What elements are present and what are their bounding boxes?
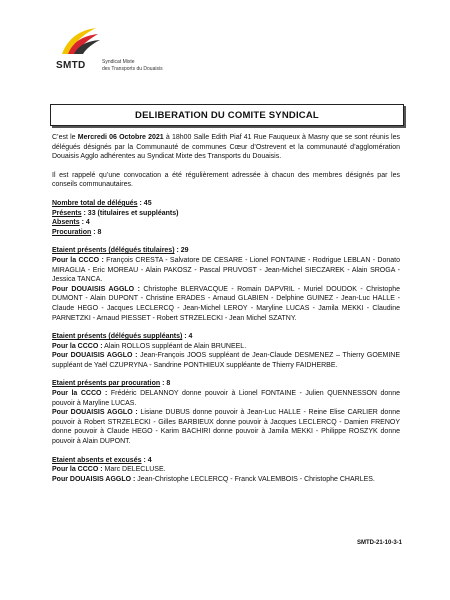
present-label: Présents — [52, 209, 82, 217]
document-reference: SMTD-21-10-3-1 — [356, 540, 402, 546]
logo-text: SMTD — [56, 60, 86, 71]
da-label: Pour DOUAISIS AGGLO : — [52, 475, 136, 483]
da-members — [52, 285, 400, 323]
section-count: : 4 — [182, 333, 193, 341]
ccco-text: Marc DELECLUSE. — [102, 466, 166, 474]
absent-label: Absents — [52, 219, 80, 227]
ccco-label: Pour la CCCO : — [52, 466, 103, 474]
ccco-members — [52, 389, 400, 408]
da-text: Christophe BLERVACQUE - Romain DAPVRIL - Muriel DOUDOK - Christophe DUMONT - Alain DUPONT - Christine ERADES - Arnaud GLABIEN - Delphine GUINEZ - Jean-Luc HALLE - Claude HEGO - Jacques LECLERCQ - Jean-Michel LEROY - Maryline LUCAS - Jamila MEKKI - Claudine PARNETZKI - Arnaud PIESSET - Robert STRZELECKI - Jean Michel SZATNY. — [52, 285, 400, 322]
ccco-text: Frédéric DELANNOY donne pouvoir à Lionel FONTAINE - Julien QUENNESSON donne pouvoir à Maryline LUCAS. — [52, 390, 400, 407]
da-text: Lisiane DUBUS donne pouvoir à Jean-Luc HALLE - Reine Elise CARLIER donne pouvoir à Robert STRZELECKI - Gilles BARBIEUX donne pouvoir à Jacques LECLERCQ - Damien FRENOY donne pouvoir à Claude HEGO - Karim BACHIRI donne pouvoir à Jamila MEKKI - Philippe ROSZYK donne pouvoir à Alain DUPONT. — [52, 409, 400, 446]
da-label: Pour DOUAISIS AGGLO : — [52, 409, 138, 417]
intro-paragraph — [52, 133, 400, 162]
da-label: Pour DOUAISIS AGGLO : — [52, 285, 140, 293]
logo-subtitle-line2: des Transports du Douaisis — [102, 65, 163, 72]
ccco-label: Pour la CCCO : — [52, 256, 104, 264]
convocation-paragraph: Il est rappelé qu’une convocation a été régulièrement adressée à chacun des membres désignés par les conseils communautaires. — [52, 171, 400, 189]
intro-text-start: C’est le — [52, 134, 78, 141]
section-suppleants — [52, 332, 400, 370]
da-label: Pour DOUAISIS AGGLO : — [52, 352, 138, 360]
absent-value: : 4 — [79, 219, 90, 227]
da-members — [52, 408, 400, 446]
ccco-members — [52, 256, 400, 285]
section-heading: Etaient présents par procuration — [52, 380, 161, 388]
da-text: Jean-François JOOS suppléant de Jean-Claude DESMENEZ – Thierry GOEMINE suppléant de Yaël CZUPRYNA - Sandrine PONTHIEUX suppléante de Thierry FAIDHERBE. — [52, 352, 400, 369]
section-absents — [52, 456, 400, 485]
da-members — [52, 475, 400, 485]
intro-text-end: à 18h00 Salle Edith Piaf 41 Rue Fauqueux à Masny que se sont réunis les délégués désignés par la Communauté de communes Cœur d’Ostrevent et la communauté d’agglomération Douaisis Agglo adhérentes au Syndicat Mixte des Transports du Douaisis. — [52, 134, 400, 161]
da-members — [52, 351, 400, 370]
ccco-text: Alain ROLLOS suppléant de Alain BRUNEEL. — [102, 342, 247, 350]
section-procuration — [52, 379, 400, 446]
section-count: : 29 — [174, 247, 189, 255]
ccco-members — [52, 465, 400, 475]
present-value: : 33 (titulaires et suppléants) — [81, 209, 179, 217]
ccco-members — [52, 342, 400, 352]
ccco-label: Pour la CCCO : — [52, 342, 103, 350]
section-count: : 8 — [160, 380, 171, 388]
ccco-text: François CRESTA - Salvatore DE CESARE - Lionel FONTAINE - Rodrigue LEBLAN - Donato MIRAGLIA - Eric MOREAU - Alain PAKOSZ - Pascal PRUVOST - Jean-Michel SIECZAREK - Alain SROGA - Jessica TANCA. — [52, 256, 400, 284]
smtd-logo-mark — [58, 24, 102, 58]
section-heading: Etaient présents (délégués titulaires) — [52, 247, 175, 255]
smtd-logo — [56, 24, 196, 84]
total-label: Nombre total de délégués — [52, 199, 138, 207]
counts-block — [52, 199, 400, 237]
logo-subtitle — [102, 59, 192, 72]
section-count: : 4 — [141, 456, 152, 464]
section-titulaires — [52, 246, 400, 323]
total-value: : 45 — [137, 199, 152, 207]
da-text: Jean-Christophe LECLERCQ - Franck VALEMBOIS - Christophe CHARLES. — [135, 475, 375, 483]
document-title: DELIBERATION DU COMITE SYNDICAL — [50, 104, 404, 126]
section-heading: Etaient présents (délégués suppléants) — [52, 333, 183, 341]
logo-subtitle-line1: Syndicat Mixte — [102, 59, 135, 65]
ccco-label: Pour la CCCO : — [52, 390, 108, 398]
proxy-value: : 8 — [91, 228, 102, 236]
meeting-date: Mercredi 06 Octobre 2021 — [77, 134, 164, 141]
document-body — [52, 133, 400, 484]
proxy-label: Procuration — [52, 228, 92, 236]
section-heading: Etaient absents et excusés — [52, 456, 142, 464]
